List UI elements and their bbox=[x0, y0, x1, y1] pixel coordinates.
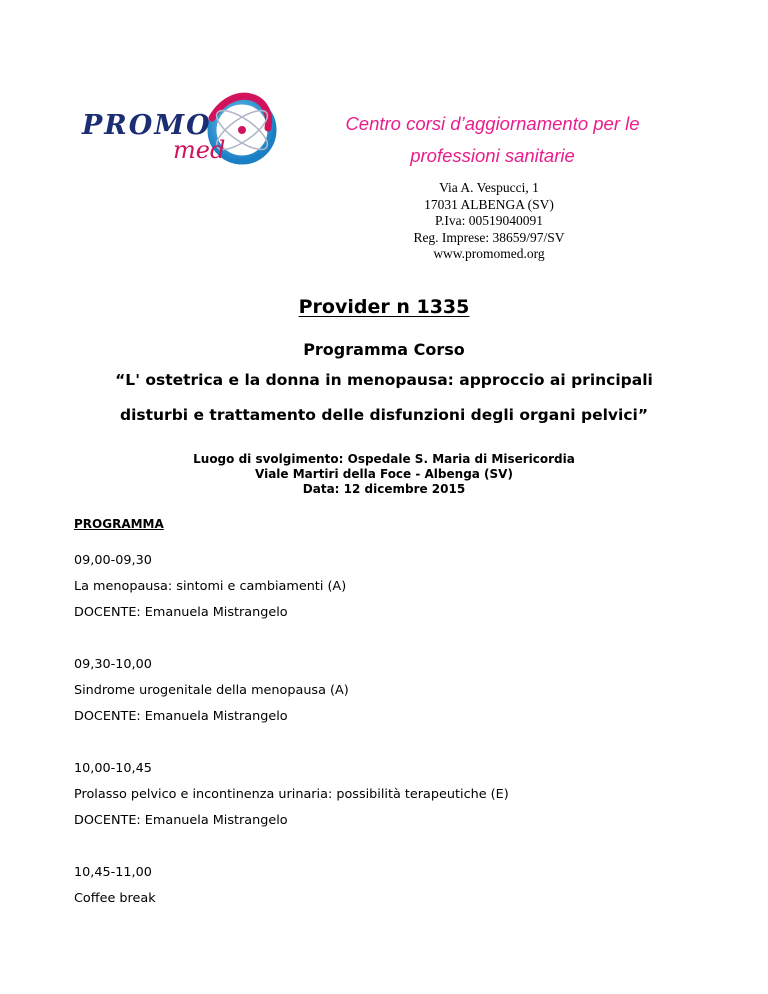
session-time: 10,45-11,00 bbox=[74, 865, 152, 880]
logo-sub: med bbox=[173, 136, 226, 164]
session-time: 09,30-10,00 bbox=[74, 657, 152, 672]
session-time: 10,00-10,45 bbox=[74, 761, 152, 776]
programma-corso-heading: Programma Corso bbox=[303, 340, 465, 359]
session-item bbox=[74, 756, 714, 834]
address-vat: P.Iva: 00519040091 bbox=[435, 213, 543, 228]
session-item bbox=[74, 860, 714, 912]
session-title: Prolasso pelvico e incontinenza urinaria: possibilità terapeutiche (E) bbox=[74, 787, 509, 802]
venue-location: Luogo di svolgimento: Ospedale S. Maria di Misericordia bbox=[193, 452, 575, 466]
session-teacher: DOCENTE: Emanuela Mistrangelo bbox=[74, 813, 288, 828]
center-name bbox=[300, 108, 685, 172]
session-item bbox=[74, 652, 714, 730]
programma-label: PROGRAMMA bbox=[74, 517, 164, 531]
course-title-line1: “L' ostetrica e la donna in menopausa: approccio ai principali bbox=[115, 371, 653, 389]
session-teacher: DOCENTE: Emanuela Mistrangelo bbox=[74, 605, 288, 620]
course-title bbox=[40, 363, 728, 433]
venue-date: Data: 12 dicembre 2015 bbox=[302, 482, 466, 496]
logo-word: PROMO bbox=[82, 110, 212, 141]
address-city: 17031 ALBENGA (SV) bbox=[424, 196, 554, 212]
session-title: Sindrome urogenitale della menopausa (A) bbox=[74, 683, 349, 698]
venue-block bbox=[0, 452, 768, 497]
session-item bbox=[74, 548, 714, 626]
session-time: 09,00-09,30 bbox=[74, 553, 152, 568]
schedule bbox=[74, 548, 714, 938]
address-registry: Reg. Imprese: 38659/97/SV bbox=[413, 229, 565, 245]
session-title: Coffee break bbox=[74, 891, 156, 906]
venue-address: Viale Martiri della Foce - Albenga (SV) bbox=[255, 467, 513, 481]
center-name-line1: Centro corsi d’aggiornamento per le bbox=[345, 113, 640, 134]
provider-number: Provider n 1335 bbox=[298, 296, 470, 318]
course-title-line2: disturbi e trattamento delle disfunzioni degli organi pelvici” bbox=[119, 406, 649, 424]
center-name-line2: professioni sanitarie bbox=[410, 145, 575, 166]
promomed-logo bbox=[82, 88, 302, 178]
address-website: www.promomed.org bbox=[433, 246, 545, 261]
session-teacher: DOCENTE: Emanuela Mistrangelo bbox=[74, 709, 288, 724]
address-street: Via A. Vespucci, 1 bbox=[439, 180, 539, 195]
session-title: La menopausa: sintomi e cambiamenti (A) bbox=[74, 579, 347, 594]
address-block bbox=[344, 180, 634, 263]
